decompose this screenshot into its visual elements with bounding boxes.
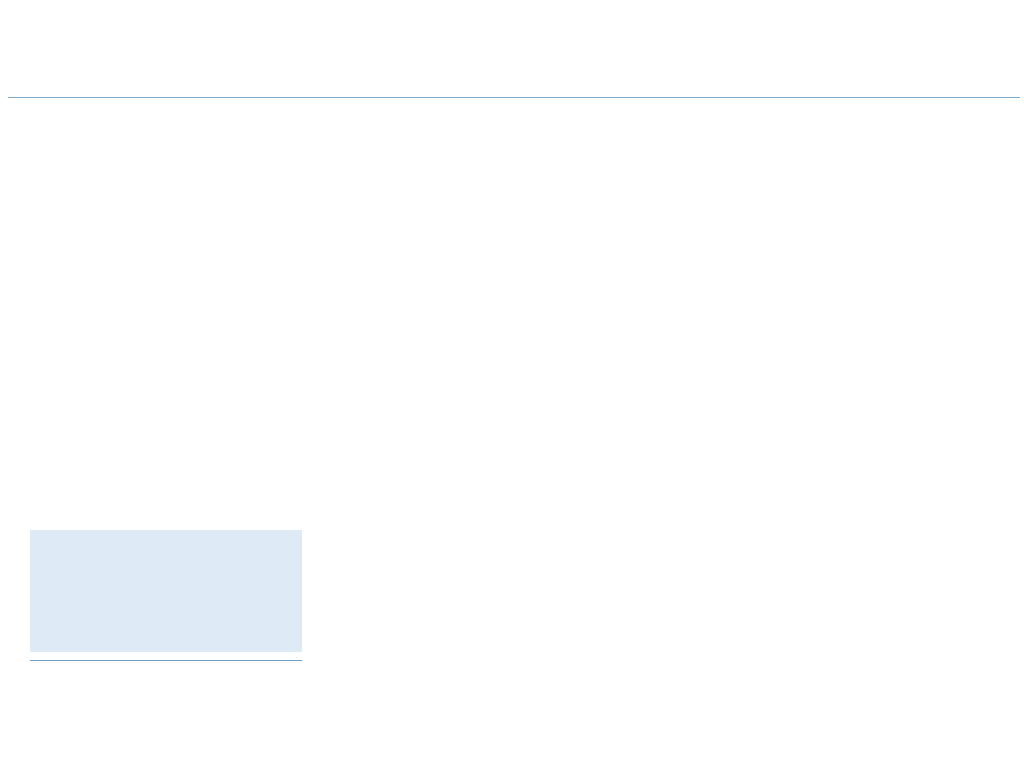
header-divider bbox=[8, 97, 1020, 98]
special-products-note bbox=[30, 530, 302, 652]
note-divider bbox=[30, 660, 302, 661]
